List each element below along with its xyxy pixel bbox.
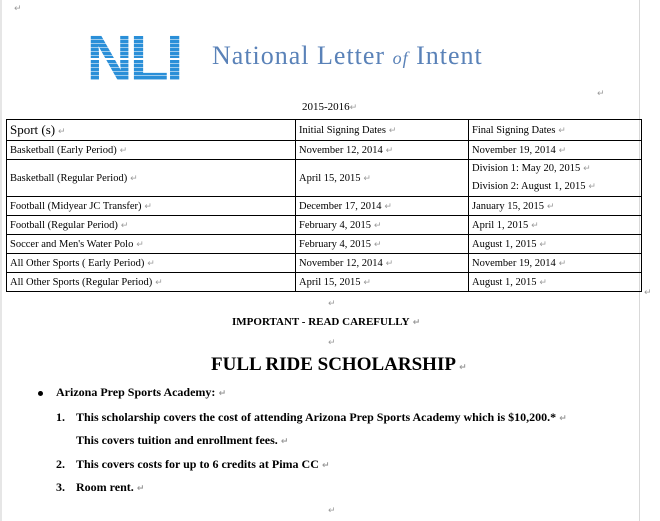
table-cell	[7, 160, 296, 197]
paragraph-mark-icon: ↵	[528, 220, 539, 231]
paragraph-mark-icon: ↵	[371, 239, 382, 250]
row-end-mark-icon: ↵	[644, 288, 652, 298]
header-cell	[7, 120, 296, 141]
paragraph-mark-icon: ↵	[328, 299, 336, 309]
header-sport: Sport (s)	[10, 122, 56, 137]
header-cell	[469, 120, 642, 141]
table-cell	[7, 141, 296, 160]
table-cell	[469, 197, 642, 216]
table-cell	[296, 273, 469, 292]
table-cell	[296, 197, 469, 216]
important-notice	[232, 316, 420, 328]
paragraph-mark-icon: ↵	[133, 484, 145, 494]
list-item-text	[76, 457, 330, 472]
paragraph-mark-icon: ↵	[382, 258, 394, 269]
paragraph-mark-icon: ↵	[318, 461, 330, 471]
paragraph-mark-icon: ↵	[585, 182, 596, 192]
list-item-line1: This covers costs for up to 6 credits at Pima CC	[76, 457, 319, 471]
paragraph-mark-icon: ↵	[360, 173, 371, 184]
table-cell	[7, 216, 296, 235]
paragraph-mark-icon: ↵	[580, 164, 591, 174]
brand-title-part2: Intent	[408, 41, 483, 70]
cell-final-division-1	[472, 160, 638, 178]
cell-initial: February 4, 2015	[299, 219, 372, 231]
cell-sport: All Other Sports ( Early Period)	[10, 257, 145, 269]
cell-initial: February 4, 2015	[299, 238, 372, 250]
cell-sport: Football (Regular Period)	[10, 219, 118, 231]
list-item-text	[76, 410, 567, 425]
cell-final: January 15, 2015	[472, 200, 545, 212]
cell-final: April 1, 2015	[472, 219, 529, 231]
paragraph-mark-icon: ↵	[117, 220, 129, 231]
paragraph-mark-icon: ↵	[144, 258, 155, 269]
cell-initial: November 12, 2014	[299, 257, 383, 269]
logo-line	[61, 58, 206, 60]
scholarship-heading-text: FULL RIDE SCHOLARSHIP	[211, 354, 456, 375]
paragraph-mark-icon: ↵	[141, 201, 152, 212]
bullet-dot-icon	[38, 391, 43, 396]
header-initial: Initial Signing Dates	[299, 124, 386, 136]
paragraph-mark-icon: ↵	[133, 239, 144, 250]
cell-sport: Soccer and Men's Water Polo	[10, 238, 134, 250]
cell-final: November 19, 2014	[472, 257, 556, 269]
paragraph-mark-icon: ↵	[277, 437, 289, 447]
table-cell	[296, 141, 469, 160]
cell-sport: All Other Sports (Regular Period)	[10, 276, 153, 288]
scholarship-heading	[211, 354, 467, 376]
table-cell	[469, 160, 642, 197]
paragraph-mark-icon: ↵	[544, 201, 555, 212]
table-row	[7, 160, 642, 197]
important-notice-text: IMPORTANT - READ CAREFULLY	[232, 316, 410, 328]
cell-sport: Football (Midyear JC Transfer)	[10, 200, 142, 212]
table-cell	[7, 254, 296, 273]
paragraph-mark-icon: ↵	[536, 239, 547, 250]
brand-title	[212, 41, 483, 71]
cell-sport: Basketball (Early Period)	[10, 144, 117, 156]
table-cell	[296, 216, 469, 235]
header-cell	[296, 120, 469, 141]
paragraph-mark-icon: ↵	[556, 414, 567, 424]
table-row	[7, 235, 642, 254]
cell-final-line1: Division 1: May 20, 2015	[472, 163, 581, 174]
paragraph-mark-icon: ↵	[152, 277, 163, 288]
table-row	[7, 273, 642, 292]
paragraph-mark-icon: ↵	[536, 277, 547, 288]
table-row	[7, 254, 642, 273]
paragraph-mark-icon: ↵	[555, 125, 566, 136]
paragraph-mark-icon: ↵	[555, 258, 567, 269]
cell-initial: December 17, 2014	[299, 200, 382, 212]
table-cell	[469, 216, 642, 235]
brand-title-of: of	[392, 48, 409, 68]
list-item-text	[76, 480, 144, 495]
list-item-number: 3.	[56, 480, 65, 494]
paragraph-mark-icon: ↵	[455, 363, 467, 373]
table-cell	[296, 254, 469, 273]
season-year	[302, 101, 357, 113]
cell-final: November 19, 2014	[472, 144, 556, 156]
list-item-number: 1.	[56, 410, 65, 424]
cell-initial: April 15, 2015	[299, 172, 361, 184]
paragraph-mark-icon: ↵	[385, 125, 397, 136]
cell-initial: November 12, 2014	[299, 144, 383, 156]
table-cell	[7, 235, 296, 254]
paragraph-mark-icon: ↵	[14, 4, 22, 14]
paragraph-mark-icon: ↵	[328, 506, 336, 516]
table-header-row	[7, 120, 642, 141]
table-row	[7, 141, 642, 160]
brand-title-part1: National Letter	[212, 41, 393, 70]
paragraph-mark-icon: ↵	[371, 220, 382, 231]
list-item-line2: This covers tuition and enrollment fees.	[76, 433, 278, 447]
list-item-line1: Room rent.	[76, 480, 134, 494]
paragraph-mark-icon: ↵	[597, 89, 605, 99]
paragraph-mark-icon: ↵	[116, 145, 128, 156]
nli-logo	[61, 24, 206, 92]
cell-final: August 1, 2015	[472, 276, 537, 288]
paragraph-mark-icon: ↵	[349, 103, 358, 113]
table-row	[7, 197, 642, 216]
list-item-line1: This scholarship covers the cost of attending Arizona Prep Sports Academy which is $10,200.*	[76, 410, 557, 424]
table-row	[7, 216, 642, 235]
table-cell	[296, 160, 469, 197]
paragraph-mark-icon: ↵	[381, 201, 392, 212]
paragraph-mark-icon: ↵	[328, 338, 336, 348]
cell-initial: April 15, 2015	[299, 276, 361, 288]
table-cell	[469, 273, 642, 292]
signing-dates-table	[6, 119, 642, 292]
paragraph-mark-icon: ↵	[55, 127, 66, 137]
table-cell	[296, 235, 469, 254]
paragraph-mark-icon: ↵	[127, 173, 138, 184]
academy-name: Arizona Prep Sports Academy:	[56, 385, 216, 399]
cell-sport: Basketball (Regular Period)	[10, 172, 128, 184]
page-left-edge	[0, 0, 2, 521]
academy-bullet-label	[56, 385, 226, 400]
cell-final: August 1, 2015	[472, 238, 537, 250]
table-cell	[469, 235, 642, 254]
table-cell	[469, 254, 642, 273]
table-cell	[469, 141, 642, 160]
paragraph-mark-icon: ↵	[360, 277, 371, 288]
cell-final-division-2	[472, 178, 638, 196]
list-item-continuation	[76, 433, 288, 448]
paragraph-mark-icon: ↵	[555, 145, 567, 156]
paragraph-mark-icon: ↵	[215, 389, 227, 399]
paragraph-mark-icon: ↵	[382, 145, 394, 156]
list-item-number: 2.	[56, 457, 65, 471]
table-cell	[7, 197, 296, 216]
paragraph-mark-icon: ↵	[409, 318, 421, 328]
table-cell	[7, 273, 296, 292]
cell-final-line2: Division 2: August 1, 2015	[472, 181, 586, 192]
season-year-text: 2015-2016	[302, 101, 350, 113]
header-final: Final Signing Dates	[472, 124, 556, 136]
